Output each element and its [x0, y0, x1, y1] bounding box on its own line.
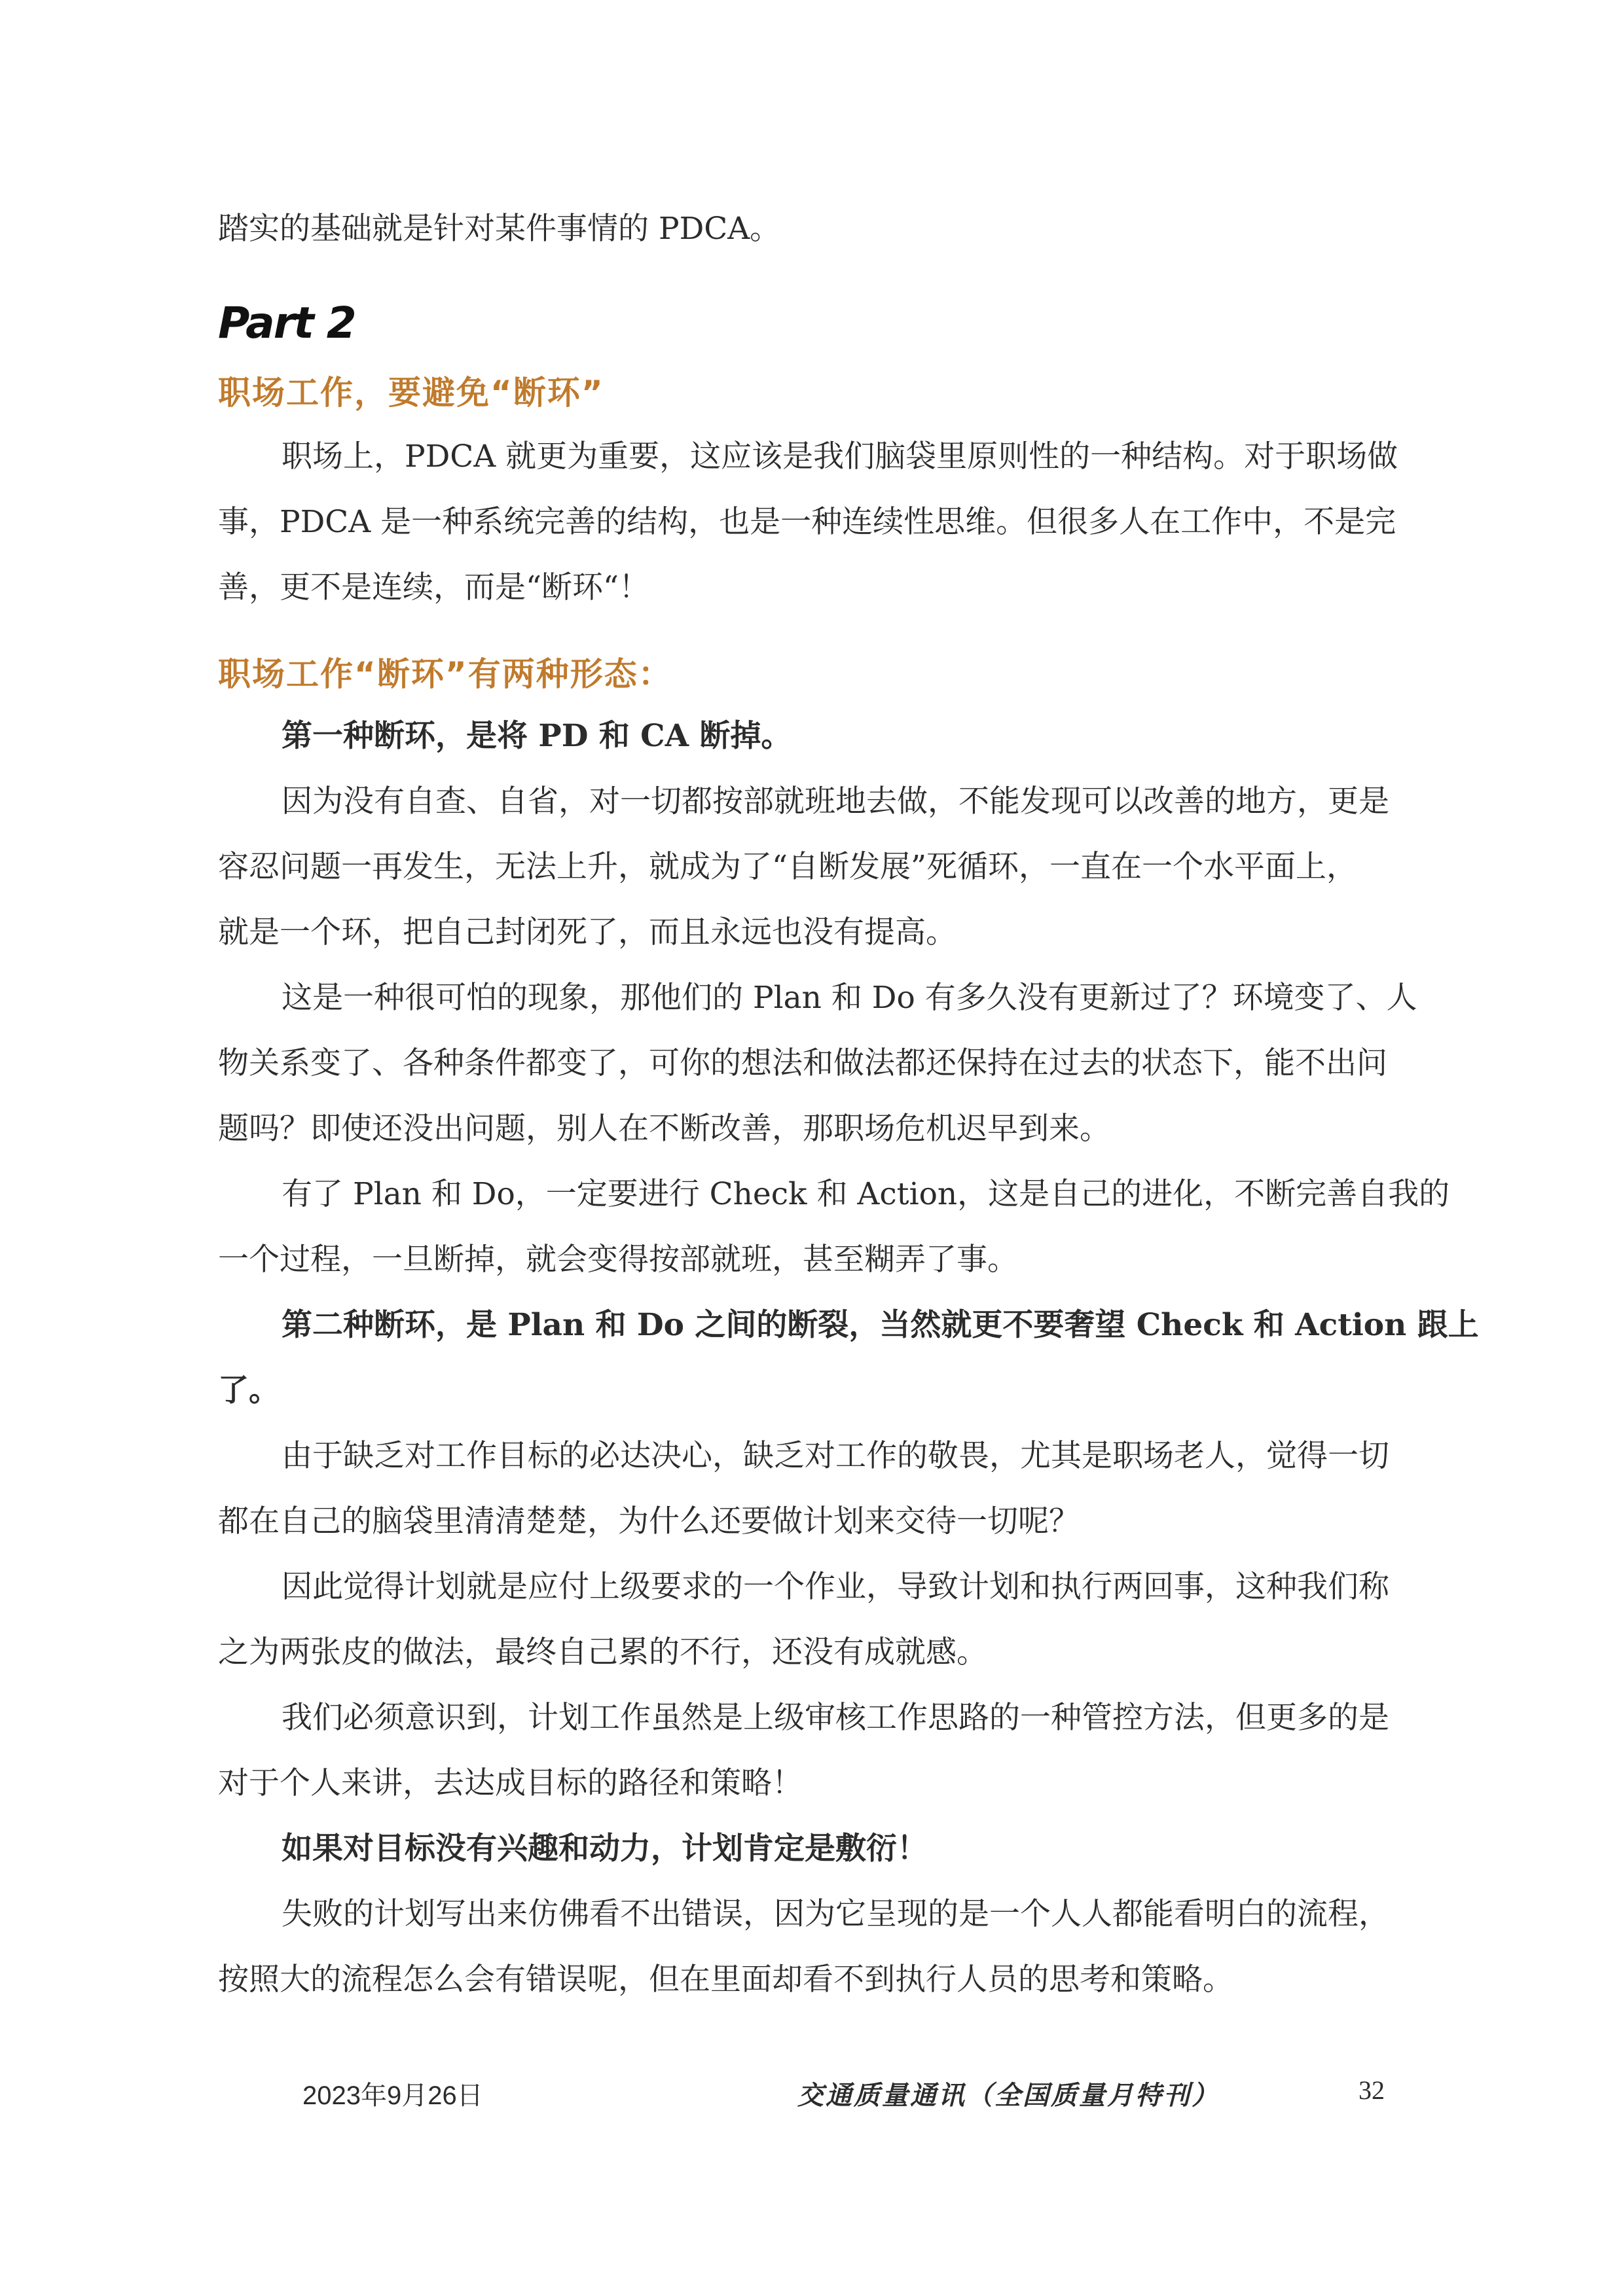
type-1-title: 第一种断环，是将 PD 和 CA 断掉。 [282, 718, 792, 754]
paragraph-line: 由于缺乏对工作目标的必达决心，缺乏对工作的敬畏，尤其是职场老人，觉得一切 [282, 1438, 1389, 1474]
paragraph-line: 就是一个环，把自己封闭死了，而且永远也没有提高。 [218, 914, 957, 950]
intro-line: 踏实的基础就是针对某件事情的 PDCA。 [218, 211, 781, 247]
paragraph-line: 我们必须意识到，计划工作虽然是上级审核工作思路的一种管控方法，但更多的是 [282, 1700, 1389, 1736]
paragraph-line: 都在自己的脑袋里清清楚楚，为什么还要做计划来交待一切呢？ [218, 1503, 1080, 1539]
paragraph-line: 一个过程，一旦断掉，就会变得按部就班，甚至糊弄了事。 [218, 1242, 1018, 1278]
paragraph-line: 按照大的流程怎么会有错误呢，但在里面却看不到执行人员的思考和策略。 [218, 1962, 1233, 1998]
paragraph-line: 失败的计划写出来仿佛看不出错误，因为它呈现的是一个人人都能看明白的流程， [282, 1896, 1389, 1932]
paragraph-line: 容忍问题一再发生，无法上升，就成为了“自断发展”死循环，一直在一个水平面上， [218, 849, 1358, 885]
paragraph-line: 善，更不是连续，而是“断环“！ [218, 569, 650, 605]
page-number: 32 [1359, 2075, 1385, 2105]
paragraph-line: 之为两张皮的做法，最终自己累的不行，还没有成就感。 [218, 1634, 987, 1670]
section-heading: 职场工作，要避免“断环” [218, 374, 604, 412]
paragraph-line: 题吗？即使还没出问题，别人在不断改善，那职场危机迟早到来。 [218, 1111, 1110, 1147]
paragraph-line: 物关系变了、各种条件都变了，可你的想法和做法都还保持在过去的状态下，能不出问 [218, 1045, 1387, 1081]
part-label: Part 2 [218, 298, 356, 348]
paragraph-line: 对于个人来讲，去达成目标的路径和策略！ [218, 1765, 803, 1801]
subsection-heading: 职场工作“断环”有两种形态： [218, 655, 672, 693]
paragraph-line: 这是一种很可怕的现象，那他们的 Plan 和 Do 有多久没有更新过了？环境变了、人 [282, 980, 1417, 1016]
footer-date: 2023年9月26日 [302, 2081, 483, 2110]
paragraph-line: 有了 Plan 和 Do，一定要进行 Check 和 Action，这是自己的进化，不断完善自我的 [282, 1176, 1450, 1212]
paragraph-line: 事，PDCA 是一种系统完善的结构，也是一种连续性思维。但很多人在工作中，不是完 [218, 504, 1396, 540]
emphasis-line: 如果对目标没有兴趣和动力，计划肯定是敷衍！ [282, 1831, 928, 1867]
paragraph-line: 职场上，PDCA 就更为重要，这应该是我们脑袋里原则性的一种结构。对于职场做 [282, 439, 1398, 475]
paragraph-line: 因此觉得计划就是应付上级要求的一个作业，导致计划和执行两回事，这种我们称 [282, 1569, 1389, 1605]
type-2-title: 了。 [218, 1372, 280, 1408]
paragraph-line: 因为没有自查、自省，对一切都按部就班地去做，不能发现可以改善的地方，更是 [282, 783, 1389, 819]
type-2-title: 第二种断环，是 Plan 和 Do 之间的断裂，当然就更不要奢望 Check 和 Action 跟上 [282, 1307, 1479, 1343]
footer-journal-title: 交通质量通讯（全国质量月特刊） [797, 2081, 1220, 2111]
